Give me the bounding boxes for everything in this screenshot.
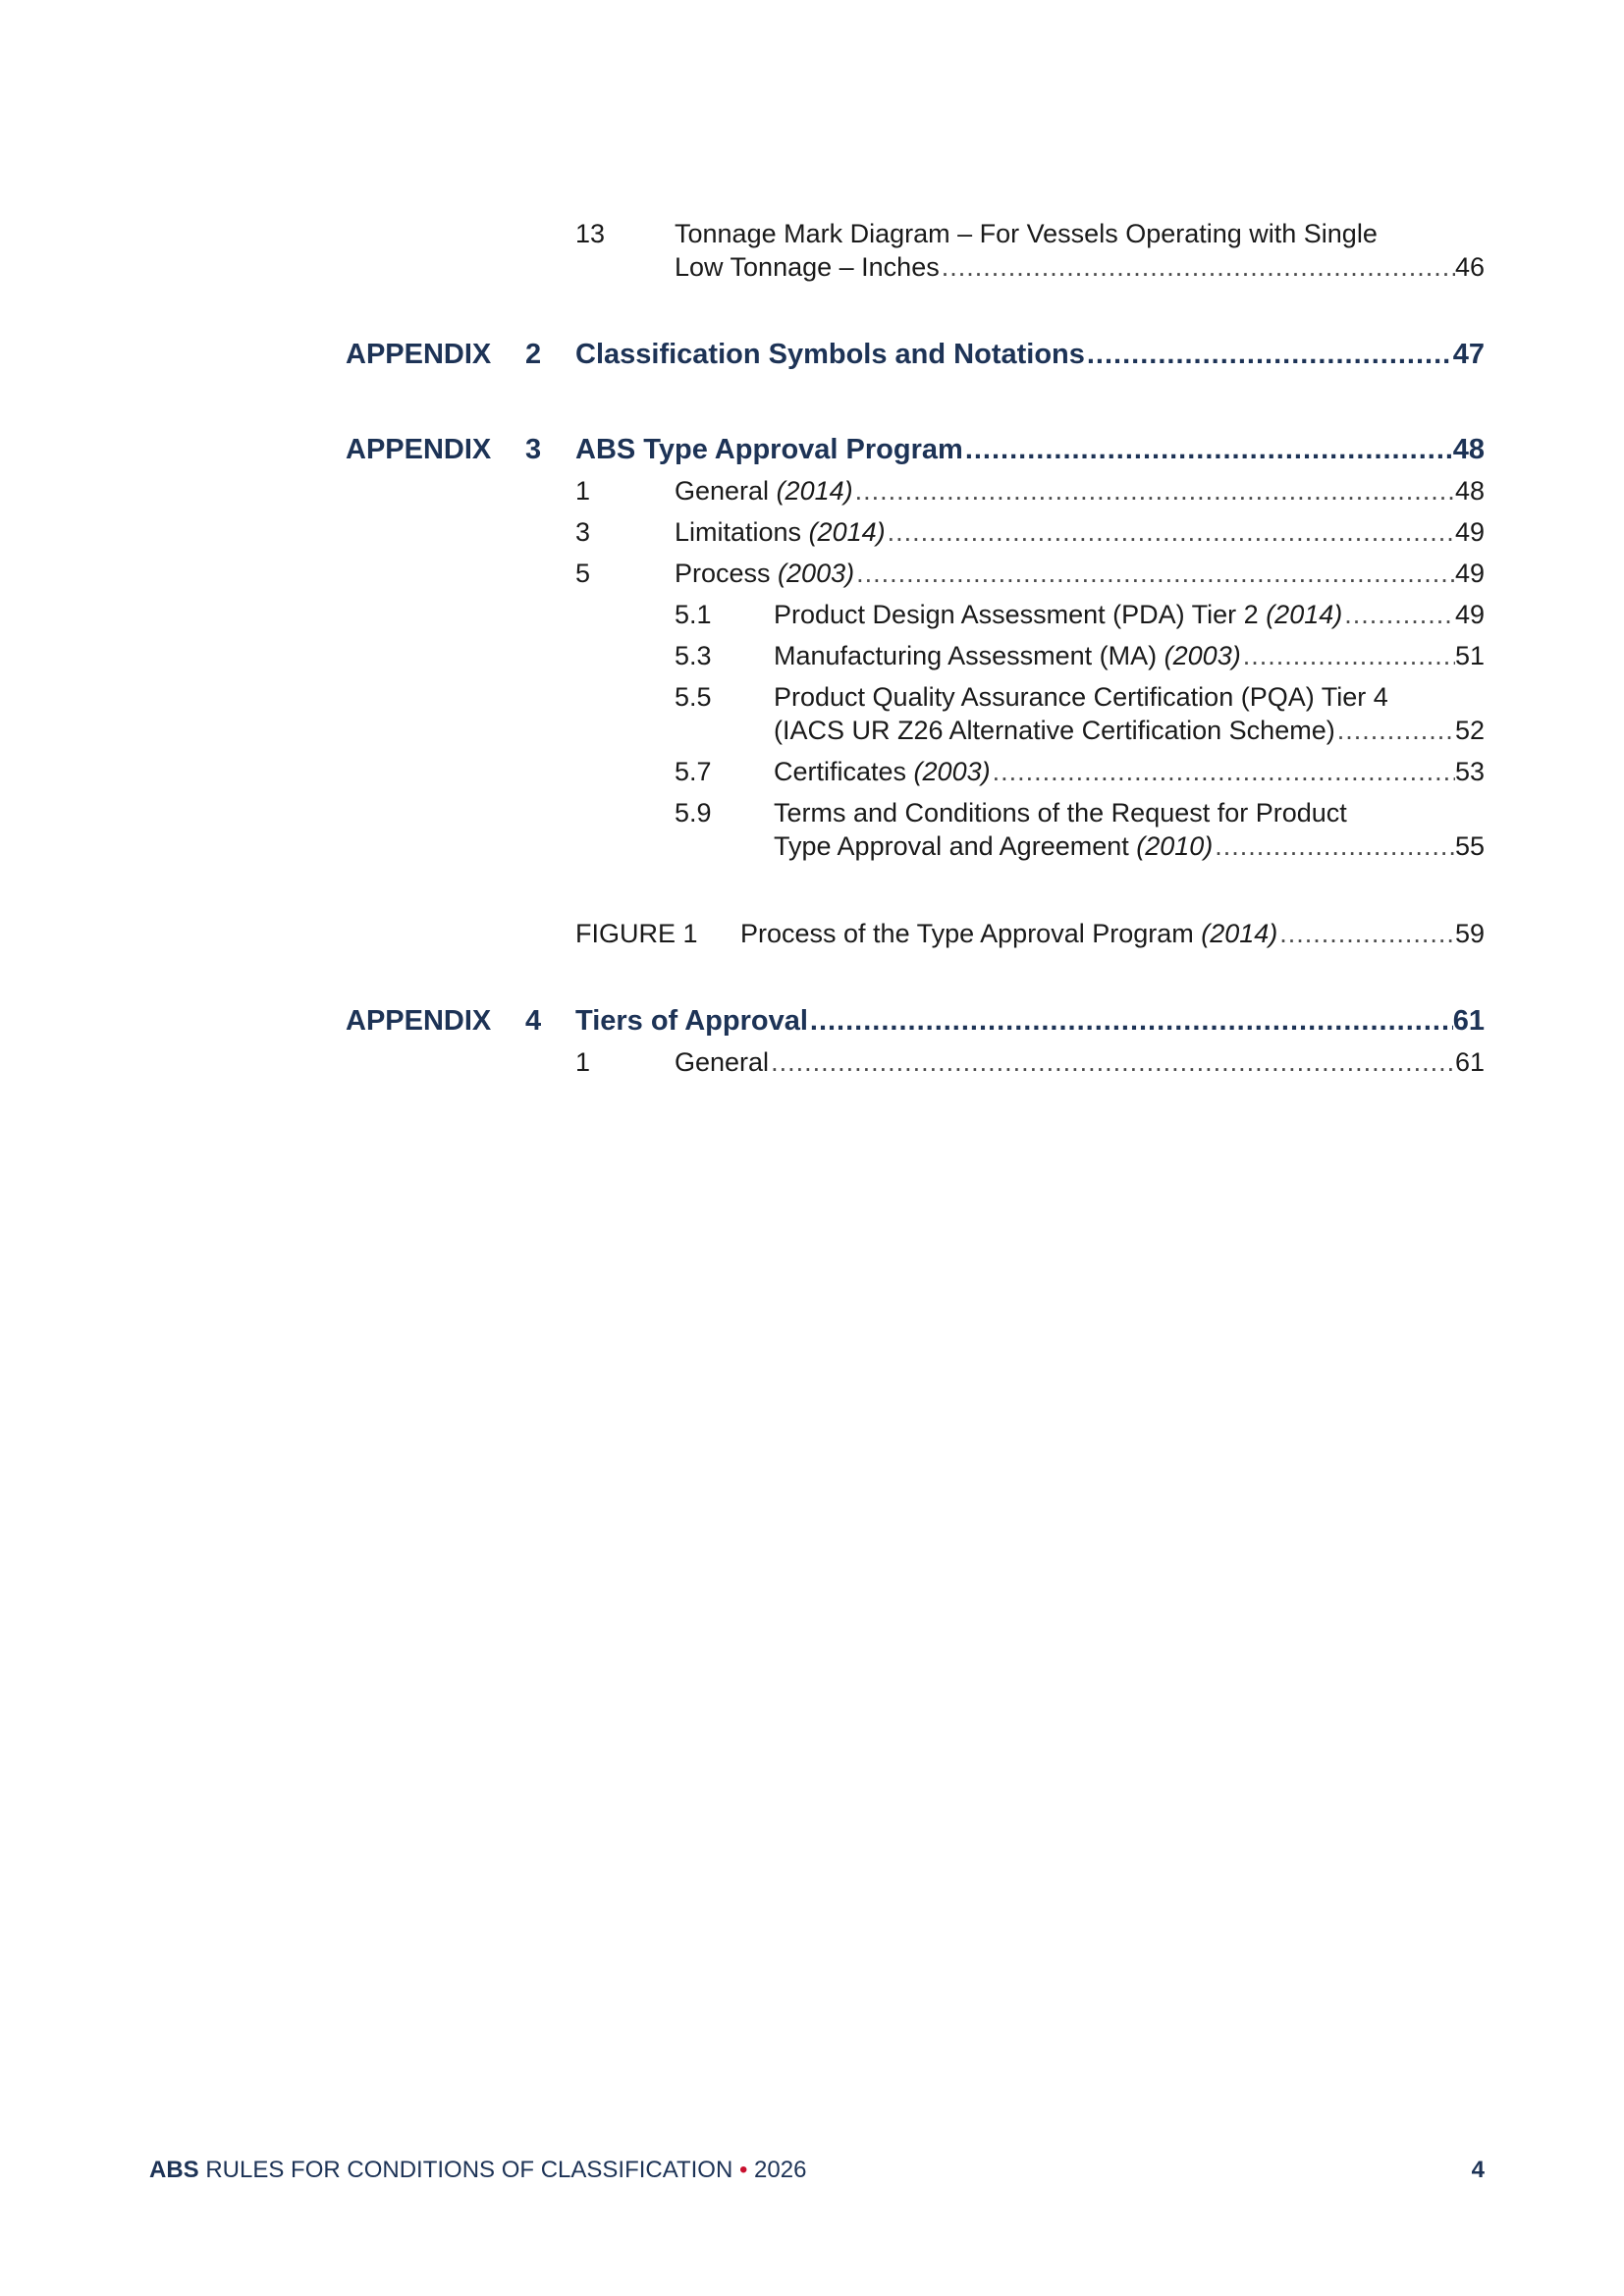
- toc-page-number: 52: [1454, 716, 1485, 745]
- toc-entry-title: Product Design Assessment (PDA) Tier 2: [774, 600, 1267, 629]
- toc-page-number: 49: [1454, 600, 1485, 629]
- dot-leader: [808, 1004, 1453, 1038]
- toc-item-number: 1: [575, 1047, 591, 1077]
- dot-leader: [940, 250, 1455, 284]
- toc-entry-fig13[interactable]: [675, 250, 1485, 284]
- toc-entry-5-5[interactable]: [774, 714, 1485, 747]
- dot-leader: [1213, 829, 1455, 863]
- appendix-number: 2: [525, 339, 542, 370]
- footer-year: 2026: [747, 2157, 807, 2183]
- brand-logo: ABS: [149, 2157, 199, 2183]
- toc-entry-year: (2010): [1136, 831, 1214, 861]
- page-footer: [149, 2156, 806, 2185]
- toc-entry-title: Process: [675, 559, 779, 588]
- appendix-number: 3: [525, 434, 542, 465]
- toc-page-number: 49: [1454, 517, 1485, 547]
- dot-leader: [854, 557, 1455, 590]
- toc-entry-text: [774, 829, 1213, 863]
- toc-figure-number: 13: [575, 219, 606, 248]
- toc-item-number: 1: [575, 476, 591, 506]
- toc-entry-title: Certificates: [774, 757, 914, 786]
- dot-leader: [1335, 714, 1455, 747]
- toc-entry-text: [774, 598, 1342, 631]
- toc-entry-general-app4[interactable]: [675, 1045, 1485, 1079]
- appendix-label: APPENDIX: [346, 1005, 492, 1037]
- toc-page-number: 59: [1454, 919, 1485, 948]
- toc-entry-year: (2014): [776, 476, 853, 506]
- toc-entry-text: [675, 515, 886, 549]
- dot-leader: [769, 1045, 1455, 1079]
- toc-entry-title: Manufacturing Assessment (MA): [774, 641, 1164, 670]
- toc-entry-5-7[interactable]: [774, 755, 1485, 788]
- appendix-title: ABS Type Approval Program: [575, 434, 963, 465]
- toc-item-number: 3: [575, 517, 591, 547]
- toc-entry-year: (2014): [1201, 919, 1278, 948]
- toc-entry-year: (2003): [913, 757, 991, 786]
- toc-entry-year: (2003): [778, 559, 855, 588]
- dot-leader: [853, 474, 1455, 507]
- dot-leader: [991, 755, 1455, 788]
- toc-entry-title-line1: Product Quality Assurance Certification (PQA) Tier 4: [774, 682, 1388, 712]
- toc-page-number: 61: [1452, 1005, 1485, 1037]
- toc-entry-figure-1[interactable]: [740, 917, 1485, 950]
- toc-entry-text: [774, 755, 991, 788]
- toc-entry-text: General: [675, 1047, 770, 1077]
- toc-page-number: 53: [1454, 757, 1485, 786]
- dot-leader: [1277, 917, 1455, 950]
- toc-page-number: 61: [1454, 1047, 1485, 1077]
- toc-entry-appendix-2[interactable]: [575, 338, 1485, 371]
- footer-title: RULES FOR CONDITIONS OF CLASSIFICATION: [198, 2157, 739, 2183]
- toc-entry-text: [675, 474, 853, 507]
- toc-page-number: 47: [1452, 339, 1485, 370]
- toc-subitem-number: 5.5: [675, 682, 712, 712]
- footer-bullet: •: [738, 2157, 748, 2183]
- toc-page-number: 48: [1454, 476, 1485, 506]
- toc-entry-title: Limitations: [675, 517, 809, 547]
- toc-entry-title: General: [675, 476, 777, 506]
- page-number: 4: [1471, 2157, 1485, 2183]
- toc-item-number: 5: [575, 559, 591, 588]
- dot-leader: [1342, 598, 1455, 631]
- appendix-title: Tiers of Approval: [575, 1005, 808, 1037]
- toc-entry-5-9[interactable]: [774, 829, 1485, 863]
- appendix-label: APPENDIX: [346, 339, 492, 370]
- toc-entry-5-1[interactable]: [774, 598, 1485, 631]
- toc-subitem-number: 5.1: [675, 600, 712, 629]
- toc-entry-year: (2014): [808, 517, 886, 547]
- toc-entry-text: [774, 639, 1241, 672]
- toc-entry-limitations[interactable]: [675, 515, 1485, 549]
- toc-page-number: 46: [1454, 252, 1485, 282]
- toc-entry-process[interactable]: [675, 557, 1485, 590]
- toc-subitem-number: 5.9: [675, 798, 712, 828]
- dot-leader: [1241, 639, 1455, 672]
- toc-page-number: 48: [1452, 434, 1485, 465]
- appendix-label: APPENDIX: [346, 434, 492, 465]
- toc-entry-text: [740, 917, 1277, 950]
- toc-entry-text: Low Tonnage – Inches: [675, 252, 940, 282]
- toc-entry-title-line1: Terms and Conditions of the Request for Product: [774, 798, 1347, 828]
- toc-entry-text: (IACS UR Z26 Alternative Certification Scheme): [774, 716, 1335, 745]
- toc-entry-title: Type Approval and Agreement: [774, 831, 1137, 861]
- dot-leader: [886, 515, 1455, 549]
- toc-subitem-number: 5.3: [675, 641, 712, 670]
- toc-entry-appendix-4[interactable]: [575, 1004, 1485, 1038]
- appendix-number: 4: [525, 1005, 542, 1037]
- toc-subitem-number: 5.7: [675, 757, 712, 786]
- toc-entry-title: Process of the Type Approval Program: [740, 919, 1202, 948]
- toc-entry-5-3[interactable]: [774, 639, 1485, 672]
- appendix-title: Classification Symbols and Notations: [575, 339, 1085, 370]
- figure-label: FIGURE 1: [575, 919, 698, 948]
- toc-entry-year: (2003): [1164, 641, 1241, 670]
- toc-page-number: 51: [1454, 641, 1485, 670]
- toc-entry-appendix-3[interactable]: [575, 433, 1485, 466]
- toc-page-number: 55: [1454, 831, 1485, 861]
- toc-figure-title-line1: Tonnage Mark Diagram – For Vessels Operating with Single: [675, 219, 1378, 248]
- dot-leader: [963, 433, 1453, 466]
- dot-leader: [1085, 338, 1453, 371]
- toc-entry-year: (2014): [1266, 600, 1343, 629]
- toc-entry-general[interactable]: [675, 474, 1485, 507]
- toc-entry-text: [675, 557, 854, 590]
- toc-page-number: 49: [1454, 559, 1485, 588]
